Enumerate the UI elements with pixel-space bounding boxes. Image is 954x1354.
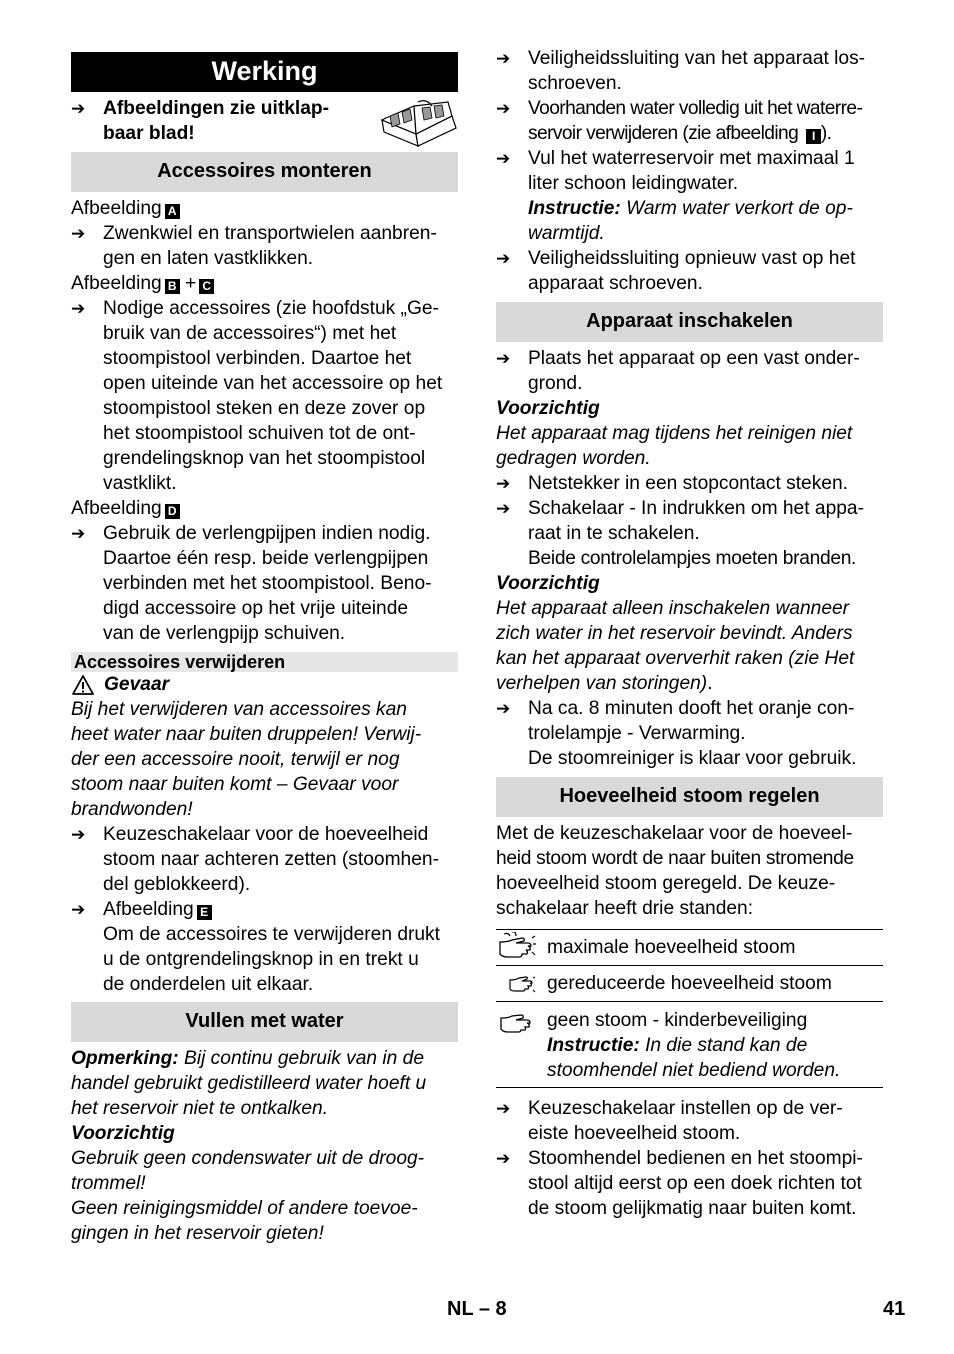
instruction-line: Instructie: In die stand kan de [547, 1035, 808, 1056]
text-line: Na ca. 8 minuten dooft het oranje con- [528, 698, 855, 719]
fig-note-line: baar blad! [103, 123, 195, 144]
text-line: Nodige accessoires (zie hoofdstuk „Ge- [103, 298, 439, 319]
text-line: stool altijd eerst op een doek richten tot [528, 1173, 862, 1194]
arrow-icon: ➔ [496, 349, 511, 368]
arrow-icon: ➔ [496, 699, 511, 718]
arrow-icon: ➔ [496, 49, 511, 68]
arrow-icon: ➔ [71, 224, 86, 243]
instruction-line: warmtijd. [528, 223, 605, 244]
text-line: trolelampje - Verwarming. [528, 723, 746, 744]
danger-text-line: heet water naar buiten druppelen! Verwij- [71, 724, 422, 745]
danger-text-line: Bij het verwijderen van accessoires kan [71, 699, 407, 720]
caution-line: trommel! [71, 1173, 146, 1194]
caution-line: Het apparaat alleen inschakelen wanneer [496, 598, 850, 619]
text-line: verbinden met het stoompistool. Beno- [103, 573, 432, 594]
footer-page-label: NL – 8 [447, 1298, 507, 1320]
text-line: Keuzeschakelaar voor de hoeveelheid [103, 824, 429, 845]
arrow-icon: ➔ [71, 524, 86, 543]
text-line: Zwenkwiel en transportwielen aanbren- [103, 223, 437, 244]
text-line: De stoomreiniger is klaar voor gebruik. [528, 748, 857, 769]
figure-ref: Afbeelding B + C [71, 271, 214, 296]
text-line: Keuzeschakelaar instellen op de ver- [528, 1098, 843, 1119]
note-line: Opmerking: Bij continu gebruik van in de [71, 1048, 425, 1069]
text-line: schroeven. [528, 73, 622, 94]
text-line: Plaats het apparaat op een vast onder- [528, 348, 860, 369]
section-title-werking: Werking [71, 52, 458, 92]
caution-line: kan het apparaat oververhit raken (zie Het [496, 648, 855, 669]
arrow-icon: ➔ [71, 825, 86, 844]
text-line: grendelingsknop van het stoompistool [103, 448, 426, 469]
text-line: stoom naar achteren zetten (stoomhen- [103, 849, 439, 870]
text-line: Stoomhendel bedienen en het stoompi- [528, 1148, 863, 1169]
text-line: u de ontgrendelingsknop in en trekt u [103, 949, 419, 970]
text-line: Gebruik de verlengpijpen indien nodig. [103, 523, 431, 544]
caution-line: Het apparaat mag tijdens het reinigen niet [496, 423, 853, 444]
text-line: Vul het waterreservoir met maximaal 1 [528, 148, 855, 169]
caution-line: verhelpen van storingen). [496, 673, 713, 694]
arrow-icon: ➔ [71, 900, 86, 919]
text-line: hoeveelheid stoom geregeld. De keuze- [496, 873, 836, 894]
text-line: van de verlengpijp schuiven. [103, 623, 346, 644]
text-line: Netstekker in een stopcontact steken. [528, 473, 848, 494]
caution-label: Voorzichtig [496, 398, 600, 419]
text-line: stoompistool steken en deze zover op [103, 398, 426, 419]
arrow-icon: ➔ [496, 149, 511, 168]
section-heading-vullen: Vullen met water [71, 1002, 458, 1042]
arrow-icon: ➔ [496, 99, 511, 118]
caution-line: Gebruik geen condenswater uit de droog- [71, 1148, 425, 1169]
instruction-line: stoomhendel niet bediend worden. [547, 1060, 841, 1081]
text-line: Voorhanden water volledig uit het waterre- [528, 98, 863, 119]
max-steam-icon [498, 932, 536, 962]
section-heading-inschakelen: Apparaat inschakelen [496, 302, 883, 342]
page-number: 41 [883, 1298, 906, 1320]
text-line: stoompistool verbinden. Daartoe het [103, 348, 412, 369]
arrow-icon: ➔ [496, 474, 511, 493]
text-line: grond. [528, 373, 583, 394]
table-rule [496, 965, 883, 966]
text-line: liter schoon leidingwater. [528, 173, 739, 194]
text-line: Veiligheidssluiting van het apparaat los- [528, 48, 866, 69]
caution-line: zich water in het reservoir bevindt. Anders [496, 623, 853, 644]
text-line: het stoompistool schuiven tot de ont- [103, 423, 416, 444]
text-line: del geblokkeerd). [103, 874, 251, 895]
text-line: de onderdelen uit elkaar. [103, 974, 314, 995]
caution-label: Voorzichtig [496, 573, 600, 594]
text-line: servoir verwijderen (zie afbeelding I ). [528, 123, 832, 144]
caution-label: Voorzichtig [71, 1123, 175, 1144]
arrow-icon: ➔ [496, 1099, 511, 1118]
table-rule [496, 1001, 883, 1002]
text-line: schakelaar heeft drie standen: [496, 898, 754, 919]
text-line: Schakelaar - In indrukken om het appa- [528, 498, 864, 519]
text-line: raat in te schakelen. [528, 523, 700, 544]
text-line: heid stoom wordt de naar buiten stromende [496, 848, 854, 869]
section-heading-stoom: Hoeveelheid stoom regelen [496, 777, 883, 817]
no-steam-icon [499, 1012, 533, 1034]
text-line: vastklikt. [103, 473, 177, 494]
danger-label: Gevaar [104, 674, 170, 695]
caution-line: Geen reinigingsmiddel of andere toevoe- [71, 1198, 418, 1219]
steam-row-text: maximale hoeveelheid stoom [547, 937, 796, 958]
figure-ref: Afbeelding E [103, 897, 212, 922]
steam-row-text: gereduceerde hoeveelheid stoom [547, 973, 832, 994]
text-line: Daartoe één resp. beide verlengpijpen [103, 548, 429, 569]
text-line: Met de keuzeschakelaar voor de hoeveel- [496, 823, 853, 844]
text-line: de stoom gelijkmatig naar buiten komt. [528, 1198, 857, 1219]
arrow-icon: ➔ [496, 499, 511, 518]
text-line: apparaat schroeven. [528, 273, 703, 294]
table-rule [496, 1087, 883, 1088]
note-line: handel gebruikt gedistilleerd water hoeft u [71, 1073, 427, 1094]
table-rule [496, 929, 883, 930]
text-line: eiste hoeveelheid stoom. [528, 1123, 741, 1144]
figure-ref: Afbeelding A [71, 196, 180, 221]
text-line: open uiteinde van het accessoire op het [103, 373, 443, 394]
danger-text-line: stoom naar buiten komt – Gevaar voor [71, 774, 399, 795]
book-icon [378, 100, 460, 150]
text-line: Om de accessoires te verwijderen drukt [103, 924, 440, 945]
instruction-line: Instructie: Warm water verkort de op- [528, 198, 853, 219]
figure-ref: Afbeelding D [71, 496, 180, 521]
arrow-icon: ➔ [71, 299, 86, 318]
arrow-icon: ➔ [496, 1149, 511, 1168]
arrow-icon: ➔ [496, 249, 511, 268]
subsection-heading-accessoires-verwijderen: Accessoires verwijderen [71, 652, 458, 672]
text-line: gen en laten vastklikken. [103, 248, 314, 269]
warning-triangle-icon [72, 675, 94, 695]
text-line: Veiligheidssluiting opnieuw vast op het [528, 248, 856, 269]
section-heading-accessoires-monteren: Accessoires monteren [71, 152, 458, 192]
danger-text-line: der een accessoire nooit, terwijl er nog [71, 749, 400, 770]
caution-line: gedragen worden. [496, 448, 651, 469]
steam-row-text: geen stoom - kinderbeveiliging [547, 1010, 808, 1031]
text-line: bruik van de accessoires“) met het [103, 323, 397, 344]
note-line: het reservoir niet te ontkalken. [71, 1098, 329, 1119]
text-line: digd accessoire op het vrije uiteinde [103, 598, 409, 619]
text-line: Beide controlelampjes moeten branden. [528, 548, 857, 569]
reduced-steam-icon [508, 972, 536, 996]
fig-note-line: Afbeeldingen zie uitklap- [103, 98, 330, 119]
caution-line: gingen in het reservoir gieten! [71, 1223, 324, 1244]
arrow-icon: ➔ [71, 99, 86, 118]
danger-text-line: brandwonden! [71, 799, 193, 820]
